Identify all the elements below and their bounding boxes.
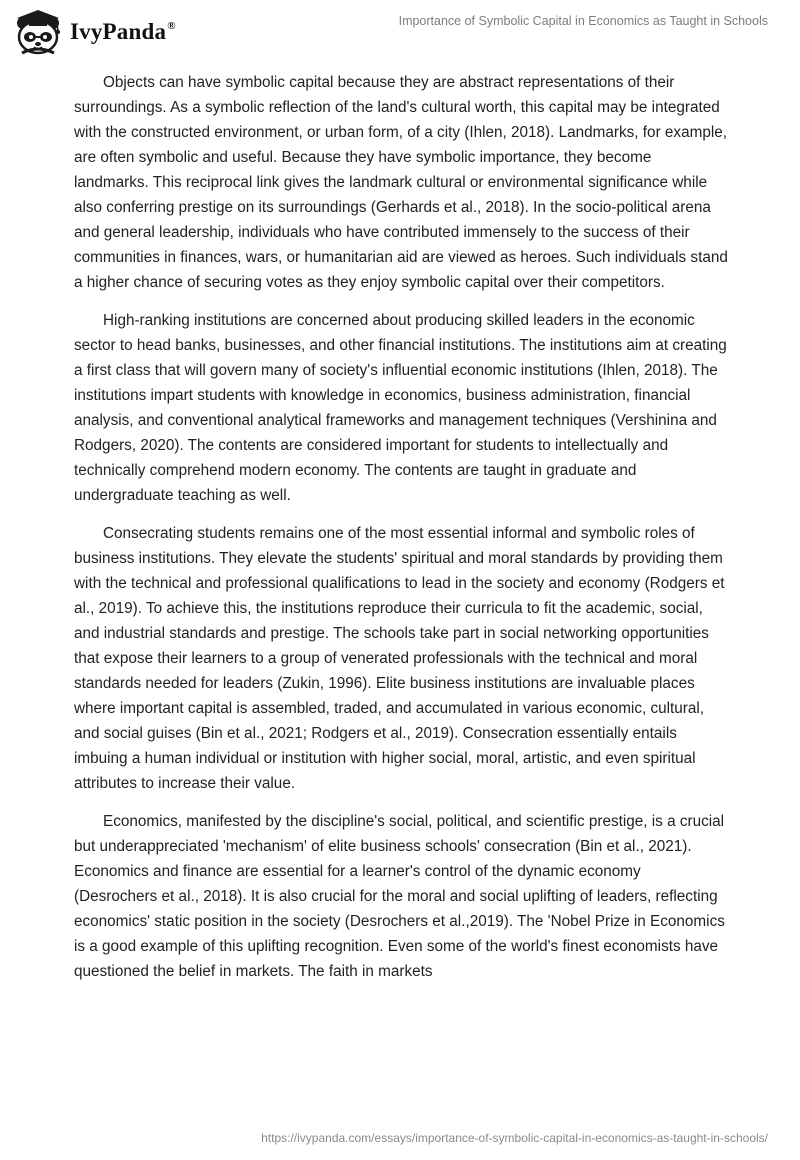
page-header bbox=[0, 0, 800, 64]
paragraph: High-ranking institutions are concerned about producing skilled leaders in the economic sector to head banks, businesses, and other financial institutions. The institutions aim at creating a first class that will govern many of society's influential economic institutions (Ihlen, 2018). The institutions impart students with knowledge in economics, business administration, financial analysis, and conventional analytical frameworks and management techniques (Vershinina and Rodgers, 2020). The contents are considered important for students to intellectually and technically comprehend modern economy. The contents are taught in graduate and undergraduate teaching as well. bbox=[74, 312, 727, 504]
page-title: Importance of Symbolic Capital in Economics as Taught in Schools bbox=[398, 14, 768, 28]
brand-logo[interactable] bbox=[12, 8, 176, 56]
paragraph: Economics, manifested by the discipline's social, political, and scientific prestige, is a crucial but underappreciated 'mechanism' of elite business schools' consecration (Bin et al., 2021). Economics and finance are essential for a learner's control of the dynamic economy (Desrochers et al., 2018). It is also crucial for the moral and social uplifting of leaders, reflecting economics' static position in the society (Desrochers et al.,2019). The 'Nobel Prize in Economics is a good example of this uplifting recognition. Even some of the world's finest economists have questioned the belief in markets. The faith in markets bbox=[74, 813, 725, 980]
paragraph: Objects can have symbolic capital because they are abstract representations of their surroundings. As a symbolic reflection of the land's cultural worth, this capital may be integrated with the constructed environment, or urban form, of a city (Ihlen, 2018). Landmarks, for example, are often symbolic and useful. Because they have symbolic importance, they become landmarks. This reciprocal link gives the landmark cultural or environmental significance while also conferring prestige on its surroundings (Gerhards et al., 2018). In the socio-political arena and general leadership, individuals who have contributed immensely to the success of their communities in finances, wars, or humanitarian aid are viewed as heroes. Such individuals stand a higher chance of securing votes as they enjoy symbolic capital over their competitors. bbox=[74, 74, 728, 291]
panda-icon bbox=[12, 9, 64, 55]
source-url[interactable]: https://ivypanda.com/essays/importance-of-symbolic-capital-in-economics-as-taught-in-schools/ bbox=[261, 1131, 768, 1145]
brand-name bbox=[70, 19, 176, 45]
essay-body bbox=[74, 70, 728, 997]
registered-mark: ® bbox=[167, 20, 176, 32]
brand-name-text: IvyPanda bbox=[70, 19, 167, 44]
paragraph: Consecrating students remains one of the most essential informal and symbolic roles of business institutions. They elevate the students' spiritual and moral standards by providing them with the technical and professional qualifications to lead in the society and economy (Rodgers et al., 2019). To achieve this, the institutions reproduce their curricula to fit the academic, social, and industrial standards and prestige. The schools take part in social networking opportunities that expose their learners to a group of venerated professionals with the technical and moral standards needed for leaders (Zukin, 1996). Elite business institutions are invaluable places where important capital is assembled, traded, and accumulated in various economic, cultural, and social guises (Bin et al., 2021; Rodgers et al., 2019). Consecration essentially entails imbuing a human individual or institution with higher social, moral, artistic, and even spiritual attributes to increase their value. bbox=[74, 525, 725, 792]
